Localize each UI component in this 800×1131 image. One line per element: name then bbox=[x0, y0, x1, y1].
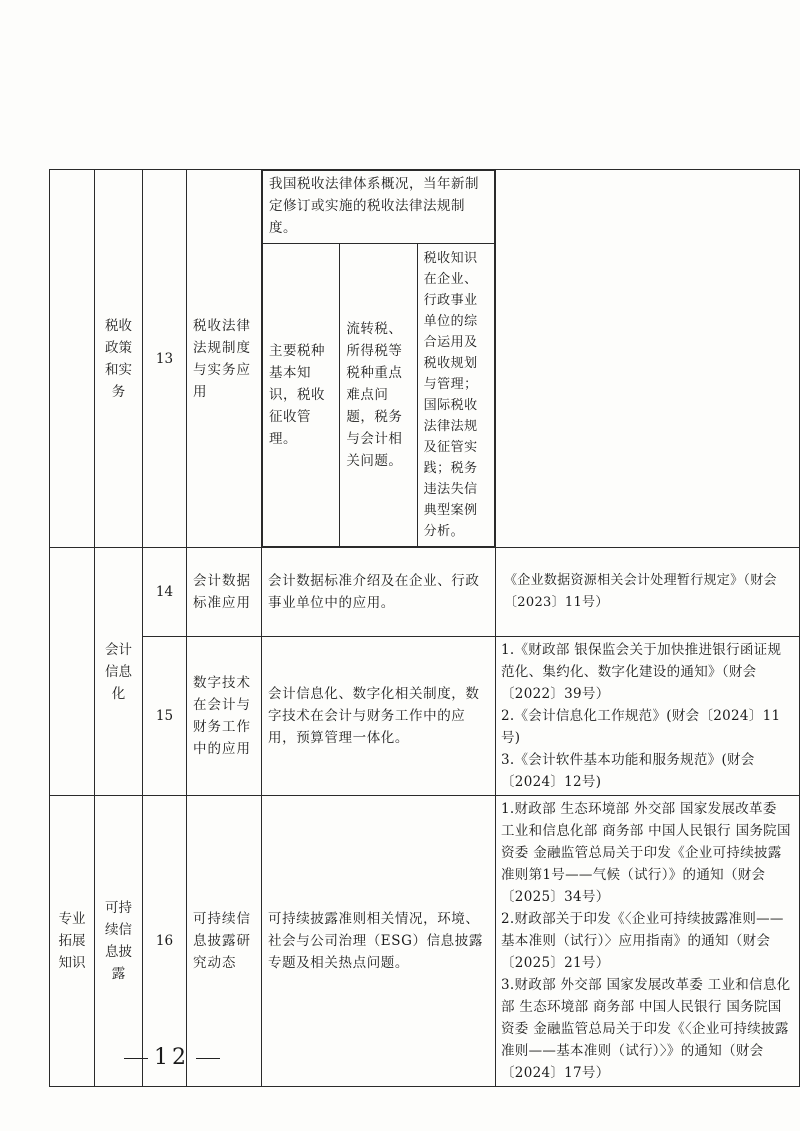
course-name-16: 可持续信息披露研究动态 bbox=[187, 796, 262, 1087]
content-13-top: 我国税收法律体系概况，当年新制定修订或实施的税收法律法规制度。 bbox=[263, 171, 495, 244]
reference-15-item: 1.《财政部 银保监会关于加快推进银行函证规范化、集约化、数字化建设的通知》（财会〔2022〕39号） bbox=[501, 642, 782, 702]
content-13-basic: 主要税种基本知识，税收征收管理。 bbox=[263, 244, 340, 547]
footer-dash-left bbox=[124, 1058, 148, 1059]
table-row-15 bbox=[50, 637, 800, 796]
category-tax: 税收政策和实务 bbox=[95, 170, 143, 548]
course-name-13: 税收法律法规制度与实务应用 bbox=[187, 170, 262, 548]
row-number-14: 14 bbox=[143, 548, 187, 637]
reference-14: 《企业数据资源相关会计处理暂行规定》（财会〔2023〕11号） bbox=[496, 548, 800, 637]
table-row-16 bbox=[50, 796, 800, 1087]
content-13-intermediate: 流转税、所得税等税种重点难点问题，税务与会计相关问题。 bbox=[340, 244, 417, 547]
reference-15-item: 2.《会计信息化工作规范》(财会〔2024〕11号) bbox=[501, 708, 781, 746]
content-cell-13 bbox=[262, 170, 496, 548]
page-footer bbox=[118, 1045, 226, 1070]
row-number-15: 15 bbox=[143, 637, 187, 796]
content-13-advanced: 税收知识在企业、行政事业单位的综合运用及税收规划与管理；国际税收法律法规及征管实践；税务违法失信典型案例分析。 bbox=[417, 244, 494, 547]
top-category-cell-empty bbox=[50, 170, 95, 548]
reference-cell-13 bbox=[496, 170, 800, 548]
row-number-13: 13 bbox=[143, 170, 187, 548]
table-row-13 bbox=[50, 170, 800, 548]
reference-16-item: 2.财政部关于印发《〈企业可持续披露准则——基本准则（试行）〉应用指南》的通知（财会〔2025〕21号） bbox=[501, 911, 784, 971]
top-category-extension: 专业拓展知识 bbox=[50, 796, 95, 1087]
page-number: 12 bbox=[154, 1045, 190, 1070]
row-number-16: 16 bbox=[143, 796, 187, 1087]
content-15: 会计信息化、数字化相关制度，数字技术在会计与财务工作中的应用，预算管理一体化。 bbox=[262, 637, 496, 796]
reference-16 bbox=[496, 796, 800, 1087]
content-14: 会计数据标准介绍及在企业、行政事业单位中的应用。 bbox=[262, 548, 496, 637]
curriculum-table bbox=[49, 169, 800, 1087]
reference-15 bbox=[496, 637, 800, 796]
content-16: 可持续披露准则相关情况，环境、社会与公司治理（ESG）信息披露专题及相关热点问题。 bbox=[262, 796, 496, 1087]
reference-15-item: 3.《会计软件基本功能和服务规范》(财会〔2024〕12号) bbox=[501, 752, 755, 790]
table-row-14 bbox=[50, 548, 800, 637]
course-name-15: 数字技术在会计与财务工作中的应用 bbox=[187, 637, 262, 796]
category-sustainability: 可持续信息披露 bbox=[95, 796, 143, 1087]
reference-16-item: 3.财政部 外交部 国家发展改革委 工业和信息化部 生态环境部 商务部 中国人民银行 国务院国资委 金融监管总局关于印发《〈企业可持续披露准则——基本准则（试行）〉》的通知（财会〔2024〕17号） bbox=[501, 977, 791, 1081]
top-category-cell-info bbox=[50, 548, 95, 796]
category-info: 会计信息化 bbox=[95, 548, 143, 796]
course-name-14: 会计数据标准应用 bbox=[187, 548, 262, 637]
reference-16-item: 1.财政部 生态环境部 外交部 国家发展改革委 工业和信息化部 商务部 中国人民银行 国务院国资委 金融监管总局关于印发《企业可持续披露准则第1号——气候（试行）》的通知（财会〔2025〕34号） bbox=[501, 801, 791, 905]
footer-dash-right bbox=[196, 1058, 220, 1059]
